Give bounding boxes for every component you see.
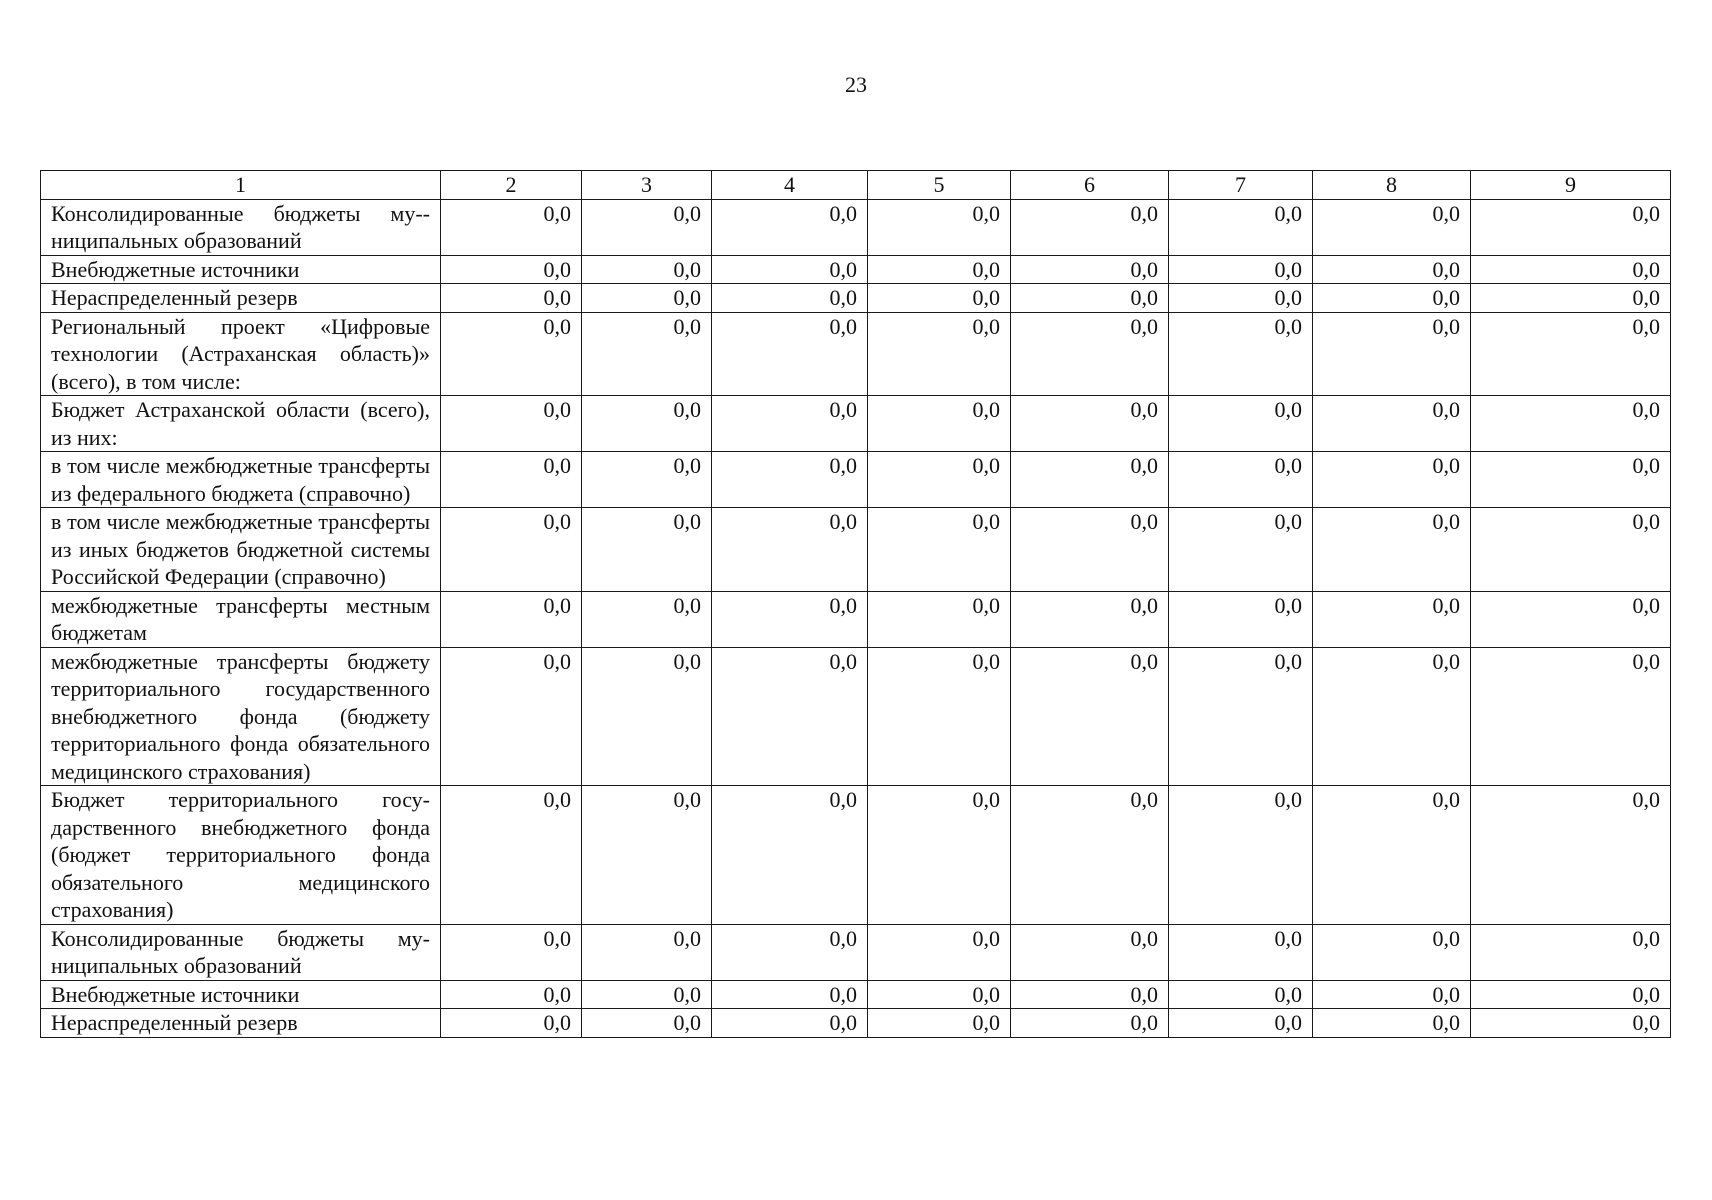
table-cell-value: 0,0 <box>1313 924 1471 980</box>
column-header: 2 <box>441 171 582 200</box>
table-cell-value: 0,0 <box>1313 786 1471 925</box>
table-row <box>41 452 1671 508</box>
table-cell-value: 0,0 <box>1169 647 1313 786</box>
table-row <box>41 199 1671 255</box>
table-cell-value: 0,0 <box>1011 199 1169 255</box>
table-cell-value: 0,0 <box>441 924 582 980</box>
table-cell-value: 0,0 <box>582 312 712 396</box>
budget-table <box>40 170 1671 1038</box>
column-header: 4 <box>712 171 868 200</box>
column-header: 1 <box>41 171 441 200</box>
column-number-row <box>41 171 1671 200</box>
table-cell-value: 0,0 <box>712 284 868 313</box>
table-cell-value: 0,0 <box>712 924 868 980</box>
budget-table-body <box>41 199 1671 1037</box>
table-cell-value: 0,0 <box>1011 647 1169 786</box>
table-cell-value: 0,0 <box>582 396 712 452</box>
table-cell-value: 0,0 <box>1169 980 1313 1009</box>
table-cell-value: 0,0 <box>1471 647 1671 786</box>
table-cell-value: 0,0 <box>582 1009 712 1038</box>
table-cell-value: 0,0 <box>441 284 582 313</box>
row-label: Внебюджетные источники <box>41 980 441 1009</box>
table-cell-value: 0,0 <box>582 508 712 592</box>
table-cell-value: 0,0 <box>1169 786 1313 925</box>
row-label: межбюджетные трансферты местным бюджетам <box>41 591 441 647</box>
table-cell-value: 0,0 <box>441 255 582 284</box>
budget-table-container <box>40 170 1670 1038</box>
table-cell-value: 0,0 <box>712 396 868 452</box>
table-row <box>41 924 1671 980</box>
table-cell-value: 0,0 <box>1011 508 1169 592</box>
table-cell-value: 0,0 <box>1313 980 1471 1009</box>
table-cell-value: 0,0 <box>712 591 868 647</box>
table-cell-value: 0,0 <box>1169 1009 1313 1038</box>
table-cell-value: 0,0 <box>1313 1009 1471 1038</box>
table-cell-value: 0,0 <box>441 396 582 452</box>
table-cell-value: 0,0 <box>868 255 1011 284</box>
table-cell-value: 0,0 <box>1313 452 1471 508</box>
table-row <box>41 255 1671 284</box>
table-row <box>41 508 1671 592</box>
table-cell-value: 0,0 <box>1169 508 1313 592</box>
table-cell-value: 0,0 <box>1471 199 1671 255</box>
table-cell-value: 0,0 <box>441 199 582 255</box>
table-cell-value: 0,0 <box>868 312 1011 396</box>
table-cell-value: 0,0 <box>868 284 1011 313</box>
row-label: Бюджет Астраханской области (всего), из них: <box>41 396 441 452</box>
table-cell-value: 0,0 <box>1169 396 1313 452</box>
table-row <box>41 1009 1671 1038</box>
table-cell-value: 0,0 <box>1011 980 1169 1009</box>
table-cell-value: 0,0 <box>1011 591 1169 647</box>
table-cell-value: 0,0 <box>868 508 1011 592</box>
table-cell-value: 0,0 <box>868 396 1011 452</box>
table-cell-value: 0,0 <box>1471 924 1671 980</box>
table-cell-value: 0,0 <box>1471 980 1671 1009</box>
table-cell-value: 0,0 <box>1169 312 1313 396</box>
table-cell-value: 0,0 <box>868 199 1011 255</box>
table-cell-value: 0,0 <box>582 199 712 255</box>
table-cell-value: 0,0 <box>1313 591 1471 647</box>
table-cell-value: 0,0 <box>1313 396 1471 452</box>
column-header: 9 <box>1471 171 1671 200</box>
table-cell-value: 0,0 <box>712 452 868 508</box>
table-cell-value: 0,0 <box>582 980 712 1009</box>
table-cell-value: 0,0 <box>712 255 868 284</box>
table-cell-value: 0,0 <box>1471 452 1671 508</box>
table-cell-value: 0,0 <box>582 452 712 508</box>
table-cell-value: 0,0 <box>1313 312 1471 396</box>
table-cell-value: 0,0 <box>1313 255 1471 284</box>
row-label: Нераспределенный резерв <box>41 284 441 313</box>
table-cell-value: 0,0 <box>441 591 582 647</box>
table-cell-value: 0,0 <box>1011 255 1169 284</box>
column-header: 5 <box>868 171 1011 200</box>
row-label: Внебюджетные источники <box>41 255 441 284</box>
table-cell-value: 0,0 <box>1313 647 1471 786</box>
table-cell-value: 0,0 <box>1169 284 1313 313</box>
table-cell-value: 0,0 <box>582 591 712 647</box>
table-row <box>41 980 1671 1009</box>
table-cell-value: 0,0 <box>712 508 868 592</box>
table-cell-value: 0,0 <box>1011 786 1169 925</box>
column-header: 7 <box>1169 171 1313 200</box>
table-cell-value: 0,0 <box>1169 924 1313 980</box>
table-cell-value: 0,0 <box>1169 591 1313 647</box>
table-cell-value: 0,0 <box>868 1009 1011 1038</box>
table-cell-value: 0,0 <box>441 980 582 1009</box>
table-cell-value: 0,0 <box>441 508 582 592</box>
table-cell-value: 0,0 <box>712 980 868 1009</box>
table-cell-value: 0,0 <box>1471 284 1671 313</box>
table-cell-value: 0,0 <box>1011 1009 1169 1038</box>
table-cell-value: 0,0 <box>1011 312 1169 396</box>
table-cell-value: 0,0 <box>1169 452 1313 508</box>
table-cell-value: 0,0 <box>582 255 712 284</box>
table-row <box>41 786 1671 925</box>
table-cell-value: 0,0 <box>582 786 712 925</box>
table-cell-value: 0,0 <box>582 924 712 980</box>
table-row <box>41 591 1671 647</box>
table-cell-value: 0,0 <box>868 647 1011 786</box>
table-cell-value: 0,0 <box>712 199 868 255</box>
row-label: межбюджетные трансферты бюджету территориального государственного внебюджетного фонда (бюджету территориального фонда обязательного медицинского страхования) <box>41 647 441 786</box>
table-cell-value: 0,0 <box>1471 255 1671 284</box>
table-cell-value: 0,0 <box>1011 396 1169 452</box>
table-cell-value: 0,0 <box>1471 312 1671 396</box>
table-cell-value: 0,0 <box>441 786 582 925</box>
table-cell-value: 0,0 <box>1169 199 1313 255</box>
table-cell-value: 0,0 <box>712 647 868 786</box>
row-label: Бюджет территориального государственного внебюджетного фонда (бюджет территориального фонда обязательного медицинского страхования) <box>41 786 441 925</box>
table-cell-value: 0,0 <box>868 980 1011 1009</box>
table-cell-value: 0,0 <box>868 452 1011 508</box>
row-label: Консолидированные бюджеты му-ниципальных образований <box>41 199 441 255</box>
table-cell-value: 0,0 <box>1313 199 1471 255</box>
table-row <box>41 312 1671 396</box>
table-cell-value: 0,0 <box>1471 396 1671 452</box>
table-cell-value: 0,0 <box>712 786 868 925</box>
table-cell-value: 0,0 <box>1313 508 1471 592</box>
table-cell-value: 0,0 <box>1471 508 1671 592</box>
table-row <box>41 284 1671 313</box>
column-header: 8 <box>1313 171 1471 200</box>
table-cell-value: 0,0 <box>1471 1009 1671 1038</box>
table-cell-value: 0,0 <box>1313 284 1471 313</box>
row-label: Консолидированные бюджеты муниципальных образований <box>41 924 441 980</box>
row-label: Нераспределенный резерв <box>41 1009 441 1038</box>
table-cell-value: 0,0 <box>1169 255 1313 284</box>
table-cell-value: 0,0 <box>582 647 712 786</box>
table-cell-value: 0,0 <box>441 1009 582 1038</box>
table-cell-value: 0,0 <box>712 312 868 396</box>
table-cell-value: 0,0 <box>1011 284 1169 313</box>
table-row <box>41 647 1671 786</box>
row-label: в том числе межбюджетные трансферты из федерального бюджета (справочно) <box>41 452 441 508</box>
table-cell-value: 0,0 <box>1471 591 1671 647</box>
column-header: 3 <box>582 171 712 200</box>
row-label: Региональный проект «Цифровые технологии (Астраханская область)» (всего), в том числе: <box>41 312 441 396</box>
column-header: 6 <box>1011 171 1169 200</box>
table-cell-value: 0,0 <box>441 647 582 786</box>
table-cell-value: 0,0 <box>1011 924 1169 980</box>
table-cell-value: 0,0 <box>868 591 1011 647</box>
row-label: в том числе межбюджетные трансферты из иных бюджетов бюджетной системы Российской Федерации (справочно) <box>41 508 441 592</box>
table-cell-value: 0,0 <box>1471 786 1671 925</box>
table-cell-value: 0,0 <box>441 312 582 396</box>
table-cell-value: 0,0 <box>441 452 582 508</box>
table-cell-value: 0,0 <box>868 786 1011 925</box>
table-cell-value: 0,0 <box>868 924 1011 980</box>
table-cell-value: 0,0 <box>1011 452 1169 508</box>
page-number: 23 <box>845 72 867 97</box>
table-cell-value: 0,0 <box>582 284 712 313</box>
table-cell-value: 0,0 <box>712 1009 868 1038</box>
table-row <box>41 396 1671 452</box>
